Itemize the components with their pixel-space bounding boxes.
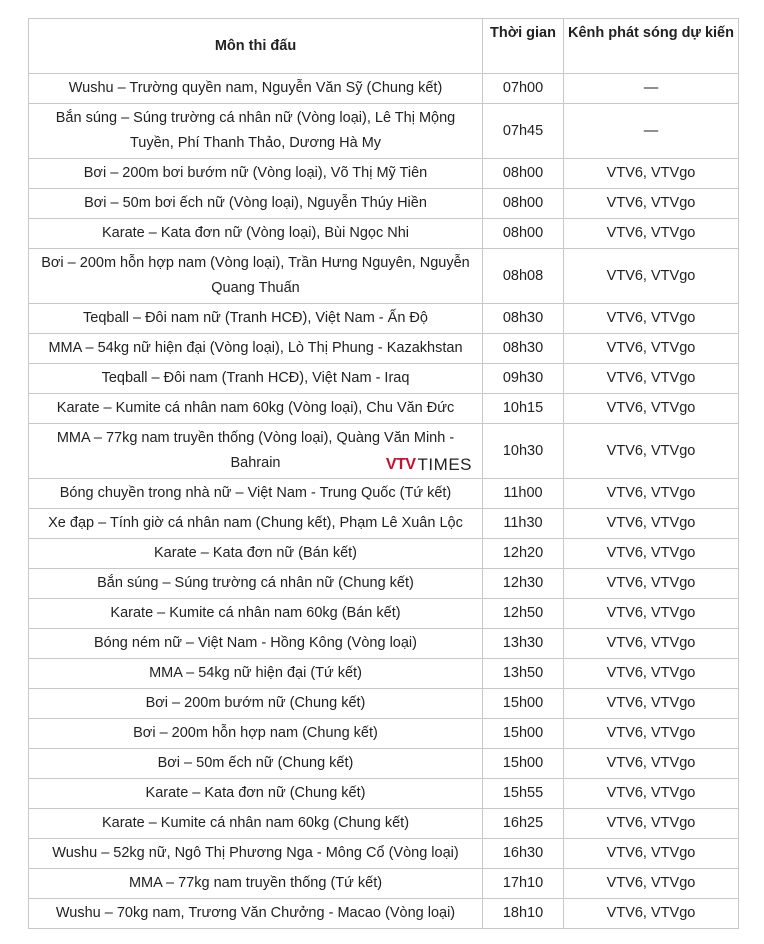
sport-text: Wushu – Trường quyền nam, Nguyễn Văn Sỹ (Chung kết) (68, 80, 443, 96)
table-header-row (29, 19, 739, 74)
cell-channel: VTV6, VTVgo (564, 689, 739, 719)
cell-sport (29, 304, 483, 334)
cell-sport (29, 689, 483, 719)
cell-channel: VTV6, VTVgo (564, 479, 739, 509)
table-row (29, 74, 739, 104)
cell-channel: VTV6, VTVgo (564, 424, 739, 479)
sport-text: MMA – 77kg nam truyền thống (Tứ kết) (128, 875, 383, 891)
cell-sport (29, 899, 483, 929)
table-row (29, 749, 739, 779)
table-row (29, 104, 739, 159)
table-row (29, 659, 739, 689)
cell-time: 08h30 (483, 304, 564, 334)
cell-time: 16h30 (483, 839, 564, 869)
cell-sport (29, 719, 483, 749)
table-row (29, 599, 739, 629)
cell-channel: VTV6, VTVgo (564, 569, 739, 599)
cell-time: 11h30 (483, 509, 564, 539)
table-row (29, 334, 739, 364)
table-row (29, 899, 739, 929)
cell-channel: — (564, 104, 739, 159)
sport-text: Karate – Kumite cá nhân nam 60kg (Vòng loại), Chu Văn Đức (56, 400, 455, 416)
cell-sport (29, 659, 483, 689)
cell-channel: VTV6, VTVgo (564, 659, 739, 689)
cell-time: 07h00 (483, 74, 564, 104)
cell-time: 09h30 (483, 364, 564, 394)
vtv-times-watermark-logo (386, 456, 472, 474)
table-row (29, 539, 739, 569)
cell-sport (29, 839, 483, 869)
table-row (29, 629, 739, 659)
cell-sport (29, 104, 483, 159)
times-logo-text: TIMES (417, 455, 472, 474)
table-row (29, 189, 739, 219)
cell-channel: VTV6, VTVgo (564, 899, 739, 929)
cell-channel: VTV6, VTVgo (564, 219, 739, 249)
cell-channel: — (564, 74, 739, 104)
sport-text: Karate – Kumite cá nhân nam 60kg (Chung kết) (101, 815, 410, 831)
header-time: Thời gian (483, 19, 564, 74)
cell-sport (29, 539, 483, 569)
cell-sport (29, 629, 483, 659)
cell-channel: VTV6, VTVgo (564, 749, 739, 779)
table-row (29, 509, 739, 539)
cell-sport (29, 189, 483, 219)
table-row (29, 719, 739, 749)
cell-channel: VTV6, VTVgo (564, 539, 739, 569)
cell-sport (29, 334, 483, 364)
sport-text: Teqball – Đôi nam nữ (Tranh HCĐ), Việt Nam - Ấn Độ (83, 310, 428, 326)
cell-sport (29, 779, 483, 809)
cell-time: 13h30 (483, 629, 564, 659)
cell-channel: VTV6, VTVgo (564, 394, 739, 424)
cell-time: 08h08 (483, 249, 564, 304)
cell-time: 10h15 (483, 394, 564, 424)
cell-channel: VTV6, VTVgo (564, 364, 739, 394)
cell-time: 10h30 (483, 424, 564, 479)
sport-text: Karate – Kumite cá nhân nam 60kg (Bán kết) (110, 605, 401, 621)
sport-text: MMA – 77kg nam truyền thống (Vòng loại), Quàng Văn Minh - Bahrain (56, 430, 455, 471)
table-row (29, 424, 739, 479)
cell-time: 15h00 (483, 689, 564, 719)
cell-channel: VTV6, VTVgo (564, 599, 739, 629)
table-row (29, 839, 739, 869)
sport-text: Karate – Kata đơn nữ (Bán kết) (154, 545, 357, 561)
table-body (29, 74, 739, 929)
table-row (29, 689, 739, 719)
vtv-logo-mark: VTV (385, 456, 416, 473)
sport-text: Bơi – 200m bơi bướm nữ (Vòng loại), Võ Thị Mỹ Tiên (83, 165, 428, 181)
cell-time: 15h55 (483, 779, 564, 809)
cell-time: 13h50 (483, 659, 564, 689)
cell-time: 12h30 (483, 569, 564, 599)
cell-time: 08h00 (483, 219, 564, 249)
cell-time: 17h10 (483, 869, 564, 899)
header-sport: Môn thi đấu (29, 19, 483, 74)
cell-time: 18h10 (483, 899, 564, 929)
sport-text: Bơi – 50m bơi ếch nữ (Vòng loại), Nguyễn Thúy Hiền (84, 195, 427, 211)
table-row (29, 159, 739, 189)
sport-text: Teqball – Đôi nam (Tranh HCĐ), Việt Nam - Iraq (101, 370, 410, 386)
cell-channel: VTV6, VTVgo (564, 809, 739, 839)
cell-sport (29, 424, 483, 479)
cell-time: 07h45 (483, 104, 564, 159)
sport-text: Xe đạp – Tính giờ cá nhân nam (Chung kết), Phạm Lê Xuân Lộc (48, 515, 463, 531)
sport-text: Bóng chuyền trong nhà nữ – Việt Nam - Trung Quốc (Tứ kết) (59, 485, 452, 501)
sport-text: MMA – 54kg nữ hiện đại (Vòng loại), Lò Thị Phung - Kazakhstan (48, 340, 463, 356)
sport-text: Bắn súng – Súng trường cá nhân nữ (Chung kết) (97, 575, 414, 591)
cell-time: 16h25 (483, 809, 564, 839)
sport-text: Wushu – 70kg nam, Trương Văn Chưởng - Macao (Vòng loại) (55, 905, 456, 921)
cell-channel: VTV6, VTVgo (564, 249, 739, 304)
cell-sport (29, 159, 483, 189)
sport-text: Wushu – 52kg nữ, Ngô Thị Phương Nga - Mông Cổ (Vòng loại) (52, 845, 459, 861)
cell-channel: VTV6, VTVgo (564, 509, 739, 539)
cell-sport (29, 249, 483, 304)
cell-sport (29, 509, 483, 539)
broadcast-schedule-table (28, 18, 739, 929)
cell-channel: VTV6, VTVgo (564, 839, 739, 869)
cell-sport (29, 394, 483, 424)
table-row (29, 219, 739, 249)
sport-text: MMA – 54kg nữ hiện đại (Tứ kết) (149, 665, 362, 681)
cell-channel: VTV6, VTVgo (564, 334, 739, 364)
cell-channel: VTV6, VTVgo (564, 304, 739, 334)
cell-channel: VTV6, VTVgo (564, 779, 739, 809)
sport-text: Bắn súng – Súng trường cá nhân nữ (Vòng loại), Lê Thị Mộng Tuyền, Phí Thanh Thảo, Dương Hà My (55, 110, 456, 151)
sport-text: Bơi – 200m hỗn hợp nam (Chung kết) (133, 725, 378, 741)
sport-text: Bơi – 200m hỗn hợp nam (Vòng loại), Trần Hưng Nguyên, Nguyễn Quang Thuấn (41, 255, 470, 296)
cell-sport (29, 749, 483, 779)
cell-time: 12h50 (483, 599, 564, 629)
cell-channel: VTV6, VTVgo (564, 719, 739, 749)
cell-sport (29, 219, 483, 249)
cell-time: 08h00 (483, 189, 564, 219)
table-row (29, 809, 739, 839)
cell-sport (29, 809, 483, 839)
table-row (29, 479, 739, 509)
cell-sport (29, 479, 483, 509)
sport-text: Karate – Kata đơn nữ (Vòng loại), Bùi Ngọc Nhi (102, 225, 409, 241)
cell-time: 15h00 (483, 749, 564, 779)
cell-time: 11h00 (483, 479, 564, 509)
cell-sport (29, 74, 483, 104)
sport-text: Karate – Kata đơn nữ (Chung kết) (145, 785, 366, 801)
header-channel: Kênh phát sóng dự kiến (564, 19, 739, 74)
table-row (29, 364, 739, 394)
table-row (29, 779, 739, 809)
sport-text: Bóng ném nữ – Việt Nam - Hồng Kông (Vòng loại) (94, 635, 417, 651)
table-row (29, 304, 739, 334)
table-row (29, 569, 739, 599)
cell-sport (29, 569, 483, 599)
table-row (29, 394, 739, 424)
cell-time: 12h20 (483, 539, 564, 569)
cell-time: 08h00 (483, 159, 564, 189)
cell-channel: VTV6, VTVgo (564, 869, 739, 899)
sport-text: Bơi – 50m ếch nữ (Chung kết) (157, 755, 354, 771)
cell-sport (29, 869, 483, 899)
cell-time: 08h30 (483, 334, 564, 364)
table-row (29, 249, 739, 304)
cell-sport (29, 599, 483, 629)
cell-time: 15h00 (483, 719, 564, 749)
cell-channel: VTV6, VTVgo (564, 629, 739, 659)
table-row (29, 869, 739, 899)
cell-channel: VTV6, VTVgo (564, 189, 739, 219)
cell-channel: VTV6, VTVgo (564, 159, 739, 189)
sport-text: Bơi – 200m bướm nữ (Chung kết) (145, 695, 366, 711)
cell-sport (29, 364, 483, 394)
